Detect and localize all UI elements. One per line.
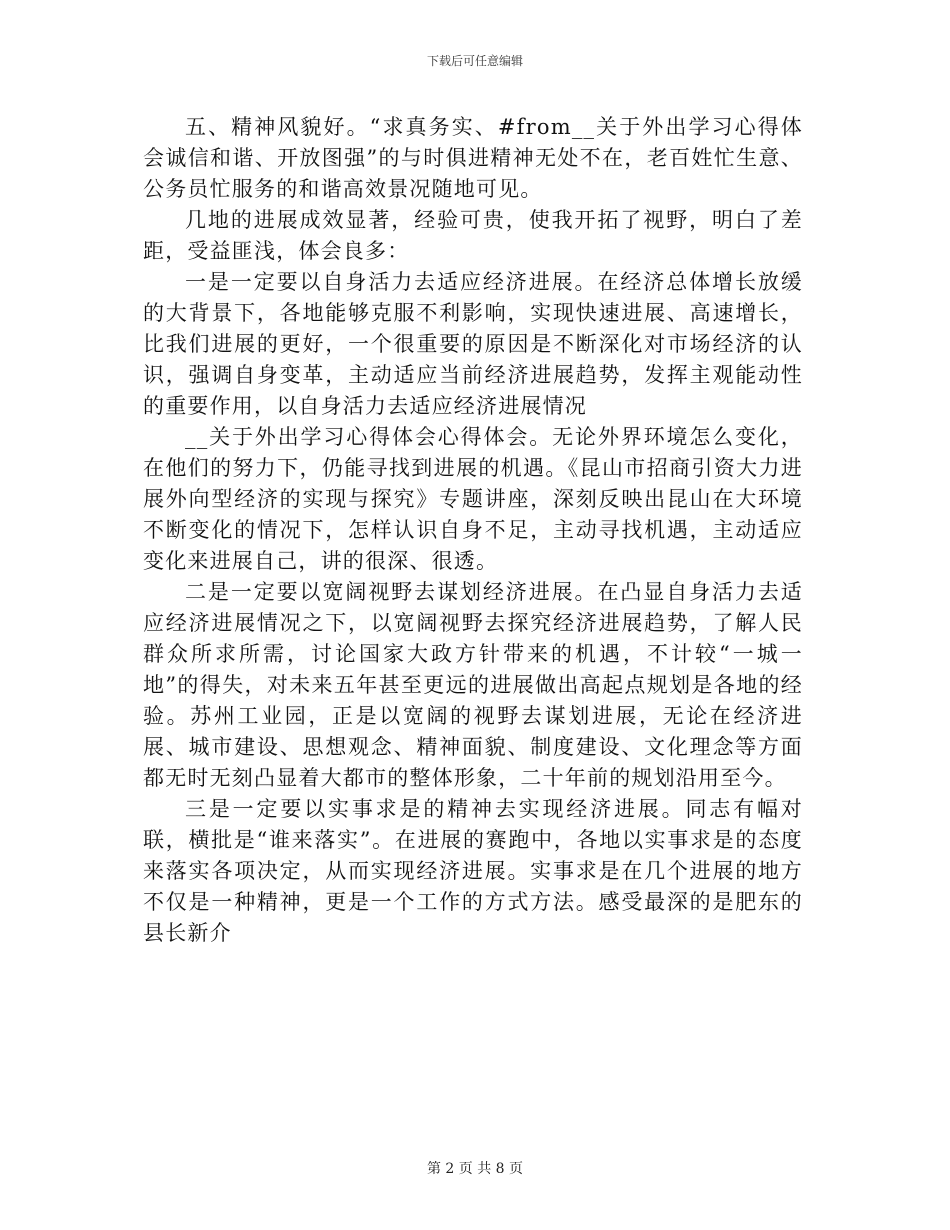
page-number: 第 2 页 共 8 页 [426, 1161, 524, 1177]
paragraph-summary: 几地的进展成效显著，经验可贵，使我开拓了视野，明白了差距，受益匪浅，体会良多： [143, 208, 803, 263]
paragraph-point-one-continued: __关于外出学习心得体会心得体会。无论外界环境怎么变化，在他们的努力下，仍能寻找到进展的机遇。《昆山市招商引资大力进展外向型经济的实现与探究》专题讲座，深刻反映出昆山在大环境不断变化的情况下，怎样认识自身不足，主动寻找机遇，主动适应变化来进展自己，讲的很深、很透。 [143, 425, 803, 573]
paragraph-point-one: 一是一定要以自身活力去适应经济进展。在经济总体增长放缓的大背景下，各地能够克服不利影响，实现快速进展、高速增长，比我们进展的更好，一个很重要的原因是不断深化对市场经济的认识，强调自身变革，主动适应当前经济进展趋势，发挥主观能动性的重要作用，以自身活力去适应经济进展情况 [143, 270, 803, 418]
paragraph-point-two: 二是一定要以宽阔视野去谋划经济进展。在凸显自身活力去适应经济进展情况之下，以宽阔视野去探究经济进展趋势，了解人民群众所求所需，讨论国家大政方针带来的机遇，不计较“一城一地”的得失，对未来五年甚至更远的进展做出高起点规划是各地的经验。苏州工业园，正是以宽阔的视野去谋划进展，无论在经济进展、城市建设、思想观念、精神面貌、制度建设、文化理念等方面都无时无刻凸显着大都市的整体形象，二十年前的规划沿用至今。 [143, 580, 803, 790]
paragraph-point-three: 三是一定要以实事求是的精神去实现经济进展。同志有幅对联，横批是“谁来落实”。在进展的赛跑中，各地以实事求是的态度来落实各项决定，从而实现经济进展。实事求是在几个进展的地方不仅是一种精神，更是一个工作的方式方法。感受最深的是肥东的县长新介 [143, 797, 803, 945]
document-body [143, 112, 803, 949]
paragraph-spirit: 五、精神风貌好。“求真务实、#from__关于外出学习心得体会诚信和谐、开放图强”的与时俱进精神无处不在，老百姓忙生意、公务员忙服务的和谐高效景况随地可见。 [143, 115, 803, 201]
page-header: 下载后可任意编辑 [426, 54, 523, 68]
